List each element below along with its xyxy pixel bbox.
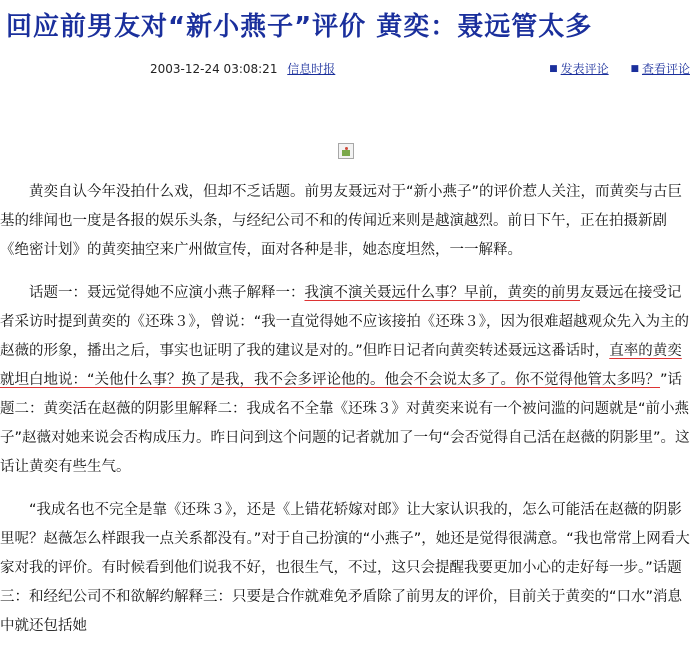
underlined-quote-2: 直率的黄奕就坦白地说：“关他什么事？换了是我，我不会多评论他的。他会不会说太多了。你不觉得他管太多吗？ — [0, 343, 682, 388]
topic-1-heading: 话题一：聂远觉得她不应演小燕子解释一： — [29, 285, 305, 301]
paragraph-2-text-2: ”话题二：黄奕活在赵薇的阴影里解释二：我成名不全靠《还珠３》对黄奕来说有一个被问滥的问题就是“前小燕子”赵薇对她来说会否构成压力。昨日问到这个问题的记者就加了一句“会否觉得自己活在赵薇的阴影里”。这话让黄奕有些生气。 — [0, 372, 690, 475]
article-meta — [150, 60, 335, 77]
publish-datetime: 2003-12-24 03:08:21 — [150, 62, 278, 76]
underlined-quote-1: 我演不演关聂远什么事？早前，黄奕的前男 — [304, 285, 580, 301]
view-comment-item — [630, 62, 690, 76]
post-comment-item — [549, 62, 612, 76]
bullet-icon: ■ — [630, 64, 639, 74]
paragraph-2-text-1: 友聂远在接受记者采访时提到黄奕的《还珠３》，曾说：“我一直觉得她不应该接拍《还珠３》，因为很难超越观众先入为主的赵薇的形象，播出之后，事实也证明了我的建议是对的。”但昨日记者向黄奕转述聂远这番话时， — [0, 285, 690, 359]
paragraph-1: 黄奕自认今年没拍什么戏，但却不乏话题。前男友聂远对于“新小燕子”的评价惹人关注，而黄奕与古巨基的绯闻也一度是各报的娱乐头条，与经纪公司不和的传闻近来则是越演越烈。前日下午，正在拍摄新剧《绝密计划》的黄奕抽空来广州做宣传，面对各种是非，她态度坦然，一一解释。 — [0, 184, 683, 258]
post-comment-link[interactable]: 发表评论 — [560, 62, 609, 76]
article-body — [0, 178, 692, 655]
paragraph-2 — [0, 279, 692, 482]
paragraph-3: “我成名也不完全是靠《还珠３》，还是《上错花轿嫁对郎》让大家认识我的，怎么可能活在赵薇的阴影里呢？赵薇怎么样跟我一点关系都没有。”对于自己扮演的“小燕子”，她还是觉得很满意。“我也常常上网看大家对我的评价。有时候看到他们说我不好，也很生气，不过，这只会提醒我要更加小心的走好每一步。”话题三：和经纪公司不和欲解约解释三：只要是合作就难免矛盾除了前男友的评价，目前关于黄奕的“口水”消息中就还包括她 — [0, 502, 690, 634]
comment-actions — [531, 60, 690, 77]
article-title: 回应前男友对“新小燕子”评价 黄奕：聂远管太多 — [6, 12, 593, 42]
source-link[interactable]: 信息时报 — [287, 62, 336, 76]
bullet-icon: ■ — [549, 64, 558, 74]
view-comment-link[interactable]: 查看评论 — [641, 62, 690, 76]
broken-image-icon — [338, 143, 354, 159]
